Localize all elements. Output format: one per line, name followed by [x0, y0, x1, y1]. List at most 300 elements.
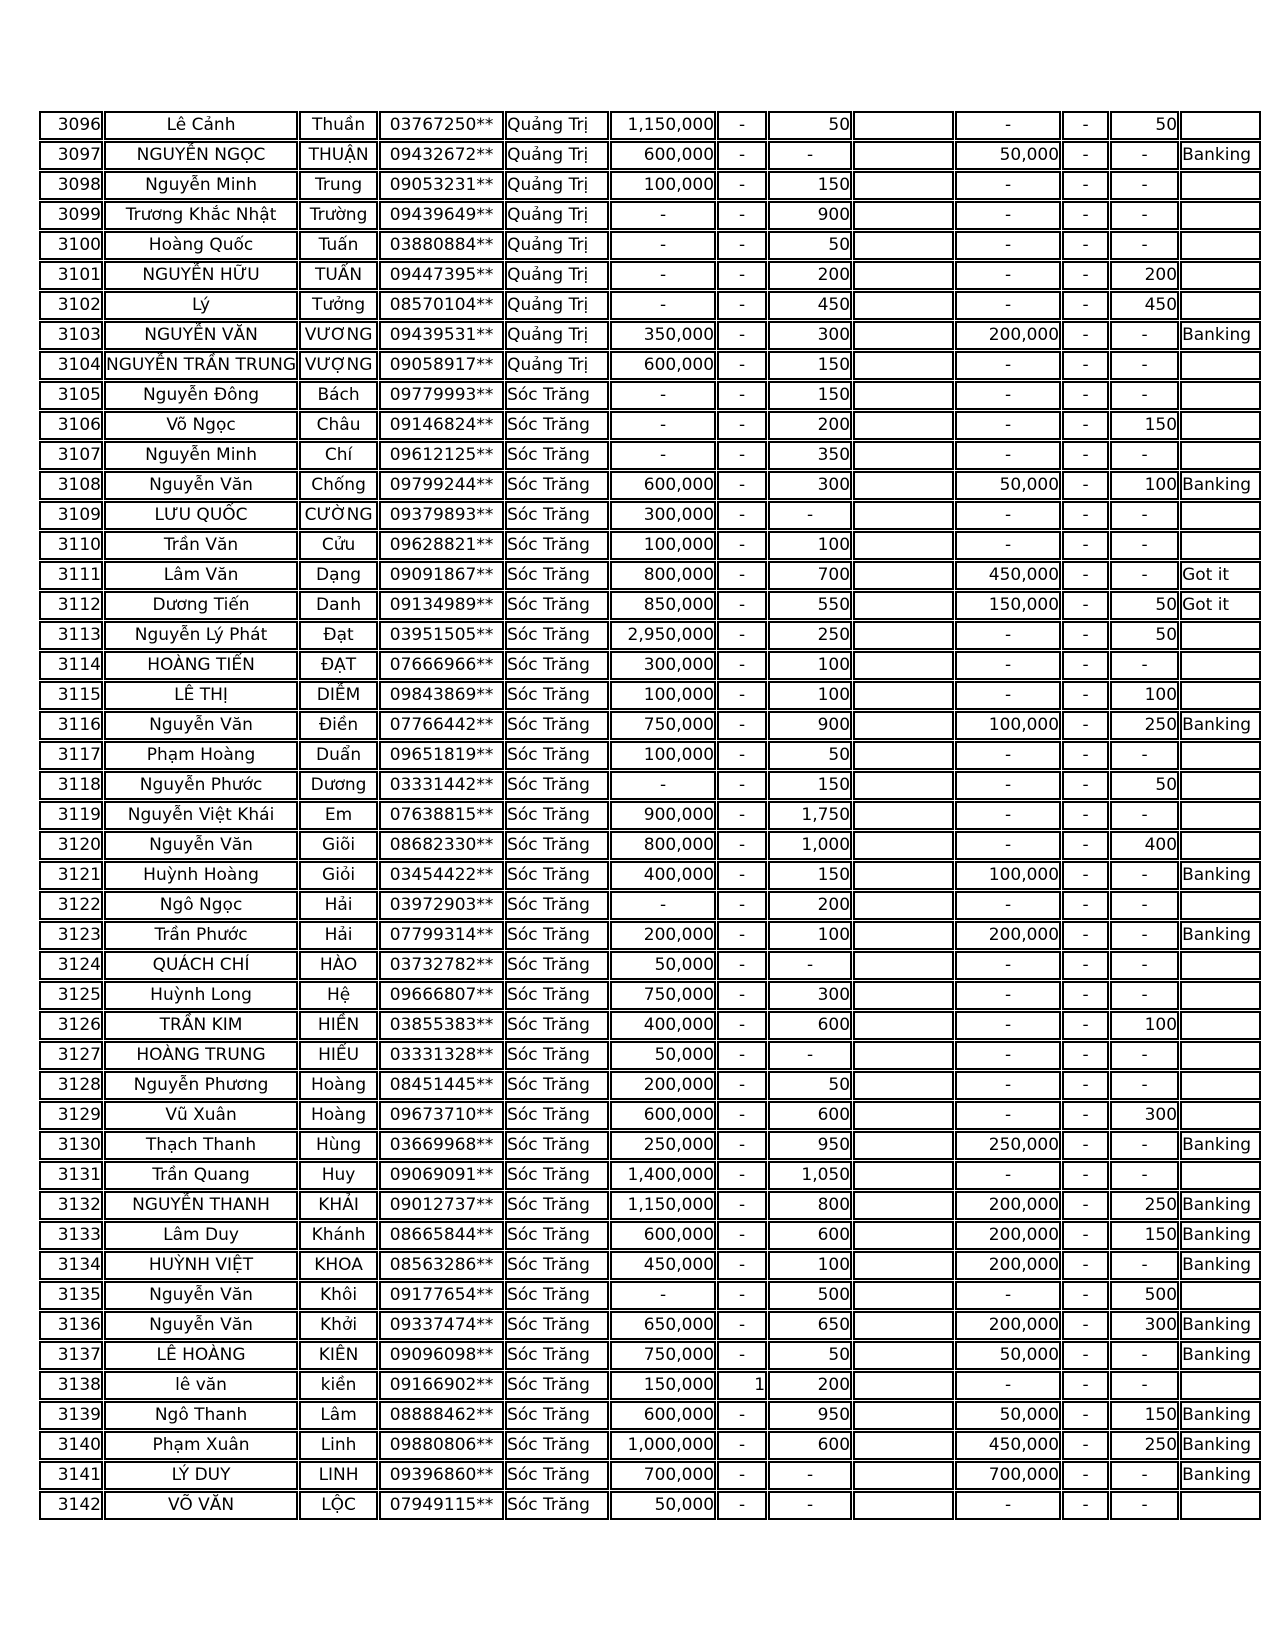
cell-first-name: Trung — [299, 171, 378, 200]
table-row — [39, 1431, 1261, 1460]
cell-amount-1: 600,000 — [610, 1101, 716, 1130]
cell-province: Sóc Trăng — [505, 441, 609, 470]
cell-status — [1180, 1161, 1261, 1190]
table-row — [39, 351, 1261, 380]
cell-last-name: Nguyễn Văn — [104, 471, 298, 500]
cell-qty-2: 150 — [1110, 411, 1179, 440]
cell-phone-masked: 03331328** — [379, 1041, 504, 1070]
table-row — [39, 711, 1261, 740]
cell-qty-1: 100 — [768, 921, 852, 950]
cell-province: Sóc Trăng — [505, 1101, 609, 1130]
cell-dash-1: - — [717, 921, 767, 950]
cell-phone-masked: 03669968** — [379, 1131, 504, 1160]
cell-qty-1: 550 — [768, 591, 852, 620]
cell-qty-2: - — [1110, 741, 1179, 770]
cell-province: Sóc Trăng — [505, 1251, 609, 1280]
cell-qty-2: 300 — [1110, 1101, 1179, 1130]
table-row — [39, 261, 1261, 290]
cell-qty-1: 1,000 — [768, 831, 852, 860]
cell-row-id: 3138 — [39, 1371, 103, 1400]
cell-qty-1: 200 — [768, 261, 852, 290]
cell-dash-2: - — [1062, 681, 1109, 710]
cell-qty-2: 100 — [1110, 681, 1179, 710]
cell-first-name: Hải — [299, 921, 378, 950]
cell-amount-1: 900,000 — [610, 801, 716, 830]
cell-last-name: Dương Tiến — [104, 591, 298, 620]
member-ledger-table — [38, 110, 1262, 1521]
cell-qty-1: 150 — [768, 351, 852, 380]
cell-first-name: VƯƠNG — [299, 321, 378, 350]
cell-phone-masked: 09843869** — [379, 681, 504, 710]
cell-amount-1: 600,000 — [610, 141, 716, 170]
cell-last-name: LƯU QUỐC — [104, 501, 298, 530]
table-row — [39, 171, 1261, 200]
cell-status — [1180, 831, 1261, 860]
cell-blank — [853, 561, 954, 590]
cell-status — [1180, 411, 1261, 440]
cell-phone-masked: 07766442** — [379, 711, 504, 740]
cell-amount-1: - — [610, 231, 716, 260]
cell-qty-2: - — [1110, 921, 1179, 950]
cell-qty-2: - — [1110, 1131, 1179, 1160]
cell-first-name: THUẬN — [299, 141, 378, 170]
cell-last-name: Nguyễn Văn — [104, 1311, 298, 1340]
cell-dash-1: - — [717, 291, 767, 320]
cell-blank — [853, 681, 954, 710]
cell-amount-1: 450,000 — [610, 1251, 716, 1280]
cell-province: Sóc Trăng — [505, 741, 609, 770]
cell-blank — [853, 771, 954, 800]
cell-first-name: Đạt — [299, 621, 378, 650]
cell-amount-2: 200,000 — [955, 921, 1061, 950]
cell-qty-2: - — [1110, 321, 1179, 350]
cell-status: Banking — [1180, 921, 1261, 950]
cell-qty-2: - — [1110, 201, 1179, 230]
cell-province: Sóc Trăng — [505, 1281, 609, 1310]
cell-amount-2: - — [955, 651, 1061, 680]
cell-amount-1: 100,000 — [610, 741, 716, 770]
cell-phone-masked: 09146824** — [379, 411, 504, 440]
cell-province: Sóc Trăng — [505, 1131, 609, 1160]
cell-row-id: 3136 — [39, 1311, 103, 1340]
cell-amount-1: - — [610, 441, 716, 470]
cell-dash-2: - — [1062, 1341, 1109, 1370]
cell-amount-2: - — [955, 741, 1061, 770]
cell-qty-1: 800 — [768, 1191, 852, 1220]
cell-dash-2: - — [1062, 261, 1109, 290]
cell-dash-2: - — [1062, 411, 1109, 440]
cell-qty-1: 100 — [768, 1251, 852, 1280]
cell-amount-2: 250,000 — [955, 1131, 1061, 1160]
table-row — [39, 231, 1261, 260]
cell-row-id: 3096 — [39, 111, 103, 140]
cell-qty-1: 900 — [768, 711, 852, 740]
cell-dash-2: - — [1062, 291, 1109, 320]
cell-last-name: HOÀNG TIẾN — [104, 651, 298, 680]
cell-qty-1: 50 — [768, 741, 852, 770]
cell-status: Banking — [1180, 861, 1261, 890]
cell-phone-masked: 09166902** — [379, 1371, 504, 1400]
cell-amount-2: - — [955, 351, 1061, 380]
cell-amount-2: - — [955, 1011, 1061, 1040]
cell-province: Sóc Trăng — [505, 471, 609, 500]
cell-phone-masked: 03767250** — [379, 111, 504, 140]
cell-amount-1: 700,000 — [610, 1461, 716, 1490]
cell-phone-masked: 09096098** — [379, 1341, 504, 1370]
cell-dash-2: - — [1062, 771, 1109, 800]
cell-amount-1: 750,000 — [610, 711, 716, 740]
cell-phone-masked: 08563286** — [379, 1251, 504, 1280]
cell-dash-2: - — [1062, 1431, 1109, 1460]
cell-phone-masked: 09069091** — [379, 1161, 504, 1190]
cell-status: Banking — [1180, 1191, 1261, 1220]
cell-qty-2: - — [1110, 1371, 1179, 1400]
cell-qty-2: - — [1110, 501, 1179, 530]
cell-status — [1180, 531, 1261, 560]
cell-last-name: Huỳnh Long — [104, 981, 298, 1010]
cell-amount-2: - — [955, 441, 1061, 470]
cell-status — [1180, 1011, 1261, 1040]
cell-dash-1: - — [717, 561, 767, 590]
cell-blank — [853, 1161, 954, 1190]
cell-row-id: 3134 — [39, 1251, 103, 1280]
cell-qty-2: - — [1110, 171, 1179, 200]
cell-last-name: Nguyễn Minh — [104, 441, 298, 470]
cell-dash-2: - — [1062, 1371, 1109, 1400]
cell-dash-1: - — [717, 141, 767, 170]
cell-province: Sóc Trăng — [505, 651, 609, 680]
cell-province: Sóc Trăng — [505, 951, 609, 980]
cell-blank — [853, 1401, 954, 1430]
cell-status — [1180, 1101, 1261, 1130]
cell-province: Sóc Trăng — [505, 1191, 609, 1220]
cell-amount-1: - — [610, 891, 716, 920]
cell-qty-1: 950 — [768, 1131, 852, 1160]
cell-qty-1: 1,750 — [768, 801, 852, 830]
cell-dash-1: - — [717, 411, 767, 440]
cell-blank — [853, 201, 954, 230]
cell-status — [1180, 891, 1261, 920]
cell-first-name: TUẤN — [299, 261, 378, 290]
cell-qty-1: 350 — [768, 441, 852, 470]
cell-last-name: Thạch Thanh — [104, 1131, 298, 1160]
cell-row-id: 3116 — [39, 711, 103, 740]
table-body — [39, 111, 1261, 1520]
cell-status: Banking — [1180, 1311, 1261, 1340]
cell-blank — [853, 1341, 954, 1370]
table-row — [39, 111, 1261, 140]
table-row — [39, 501, 1261, 530]
cell-qty-1: - — [768, 1041, 852, 1070]
cell-row-id: 3121 — [39, 861, 103, 890]
cell-dash-1: - — [717, 1041, 767, 1070]
cell-amount-2: - — [955, 1101, 1061, 1130]
cell-status — [1180, 1041, 1261, 1070]
cell-province: Sóc Trăng — [505, 561, 609, 590]
cell-dash-2: - — [1062, 621, 1109, 650]
cell-dash-2: - — [1062, 861, 1109, 890]
cell-amount-1: - — [610, 771, 716, 800]
table-row — [39, 561, 1261, 590]
cell-amount-2: - — [955, 381, 1061, 410]
table-row — [39, 921, 1261, 950]
table-row — [39, 141, 1261, 170]
table-row — [39, 1191, 1261, 1220]
cell-amount-2: 50,000 — [955, 141, 1061, 170]
cell-status — [1180, 291, 1261, 320]
table-row — [39, 1071, 1261, 1100]
cell-dash-2: - — [1062, 1191, 1109, 1220]
cell-dash-2: - — [1062, 1461, 1109, 1490]
cell-dash-2: - — [1062, 111, 1109, 140]
cell-dash-2: - — [1062, 1491, 1109, 1520]
cell-amount-2: - — [955, 801, 1061, 830]
cell-dash-1: - — [717, 1461, 767, 1490]
cell-first-name: LINH — [299, 1461, 378, 1490]
cell-dash-1: - — [717, 471, 767, 500]
table-row — [39, 771, 1261, 800]
cell-dash-2: - — [1062, 501, 1109, 530]
cell-blank — [853, 1311, 954, 1340]
cell-province: Sóc Trăng — [505, 411, 609, 440]
cell-status — [1180, 651, 1261, 680]
cell-last-name: Nguyễn Đông — [104, 381, 298, 410]
cell-dash-1: - — [717, 531, 767, 560]
cell-dash-2: - — [1062, 591, 1109, 620]
cell-last-name: Lâm Duy — [104, 1221, 298, 1250]
cell-qty-1: 50 — [768, 111, 852, 140]
cell-dash-1: - — [717, 1071, 767, 1100]
cell-status: Banking — [1180, 1341, 1261, 1370]
cell-dash-2: - — [1062, 171, 1109, 200]
cell-row-id: 3115 — [39, 681, 103, 710]
cell-amount-2: - — [955, 1041, 1061, 1070]
table-row — [39, 621, 1261, 650]
cell-qty-2: - — [1110, 531, 1179, 560]
cell-qty-1: - — [768, 141, 852, 170]
cell-qty-2: - — [1110, 1341, 1179, 1370]
cell-province: Sóc Trăng — [505, 1461, 609, 1490]
cell-amount-2: 200,000 — [955, 1311, 1061, 1340]
cell-province: Quảng Trị — [505, 171, 609, 200]
cell-last-name: QUÁCH CHÍ — [104, 951, 298, 980]
cell-amount-1: 2,950,000 — [610, 621, 716, 650]
cell-status: Got it — [1180, 561, 1261, 590]
cell-status — [1180, 231, 1261, 260]
cell-dash-2: - — [1062, 651, 1109, 680]
cell-amount-1: 400,000 — [610, 1011, 716, 1040]
cell-status — [1180, 111, 1261, 140]
cell-dash-2: - — [1062, 801, 1109, 830]
cell-qty-1: - — [768, 1461, 852, 1490]
cell-first-name: Tưởng — [299, 291, 378, 320]
cell-dash-1: - — [717, 201, 767, 230]
cell-dash-1: - — [717, 651, 767, 680]
cell-qty-2: - — [1110, 951, 1179, 980]
cell-amount-2: 700,000 — [955, 1461, 1061, 1490]
cell-phone-masked: 07638815** — [379, 801, 504, 830]
cell-first-name: Linh — [299, 1431, 378, 1460]
cell-last-name: Nguyễn Minh — [104, 171, 298, 200]
cell-amount-1: 600,000 — [610, 1221, 716, 1250]
cell-first-name: DIỄM — [299, 681, 378, 710]
cell-phone-masked: 09379893** — [379, 501, 504, 530]
cell-dash-1: - — [717, 591, 767, 620]
cell-phone-masked: 09628821** — [379, 531, 504, 560]
cell-qty-1: - — [768, 501, 852, 530]
cell-qty-1: - — [768, 1491, 852, 1520]
cell-qty-2: 300 — [1110, 1311, 1179, 1340]
cell-last-name: Nguyễn Lý Phát — [104, 621, 298, 650]
cell-blank — [853, 891, 954, 920]
cell-last-name: Nguyễn Văn — [104, 711, 298, 740]
cell-amount-1: 300,000 — [610, 501, 716, 530]
cell-amount-2: - — [955, 981, 1061, 1010]
cell-qty-1: 150 — [768, 381, 852, 410]
cell-province: Sóc Trăng — [505, 921, 609, 950]
cell-last-name: Nguyễn Việt Khái — [104, 801, 298, 830]
cell-province: Sóc Trăng — [505, 1311, 609, 1340]
cell-dash-1: - — [717, 831, 767, 860]
cell-phone-masked: 09651819** — [379, 741, 504, 770]
cell-dash-1: - — [717, 1281, 767, 1310]
table-row — [39, 1281, 1261, 1310]
cell-status — [1180, 621, 1261, 650]
cell-qty-1: 900 — [768, 201, 852, 230]
cell-province: Sóc Trăng — [505, 1041, 609, 1070]
cell-qty-2: - — [1110, 351, 1179, 380]
cell-qty-2: - — [1110, 561, 1179, 590]
cell-phone-masked: 07799314** — [379, 921, 504, 950]
cell-first-name: Hoàng — [299, 1071, 378, 1100]
cell-province: Sóc Trăng — [505, 1071, 609, 1100]
cell-province: Quảng Trị — [505, 231, 609, 260]
cell-qty-2: 50 — [1110, 111, 1179, 140]
cell-first-name: Khôi — [299, 1281, 378, 1310]
cell-status — [1180, 771, 1261, 800]
cell-dash-1: - — [717, 1311, 767, 1340]
cell-status: Banking — [1180, 1401, 1261, 1430]
cell-dash-1: - — [717, 1491, 767, 1520]
cell-qty-2: - — [1110, 1251, 1179, 1280]
table-row — [39, 1401, 1261, 1430]
cell-blank — [853, 351, 954, 380]
cell-qty-1: 100 — [768, 651, 852, 680]
cell-province: Sóc Trăng — [505, 591, 609, 620]
cell-amount-1: - — [610, 261, 716, 290]
cell-row-id: 3132 — [39, 1191, 103, 1220]
cell-blank — [853, 1101, 954, 1130]
cell-last-name: Hoàng Quốc — [104, 231, 298, 260]
cell-amount-2: - — [955, 1281, 1061, 1310]
cell-dash-2: - — [1062, 921, 1109, 950]
cell-dash-1: - — [717, 981, 767, 1010]
cell-blank — [853, 591, 954, 620]
table-row — [39, 1041, 1261, 1070]
cell-qty-1: 500 — [768, 1281, 852, 1310]
cell-dash-2: - — [1062, 741, 1109, 770]
table-row — [39, 681, 1261, 710]
cell-phone-masked: 09053231** — [379, 171, 504, 200]
cell-phone-masked: 09432672** — [379, 141, 504, 170]
cell-blank — [853, 141, 954, 170]
cell-amount-1: 50,000 — [610, 951, 716, 980]
cell-amount-2: 200,000 — [955, 321, 1061, 350]
cell-blank — [853, 171, 954, 200]
cell-dash-1: - — [717, 1161, 767, 1190]
cell-row-id: 3139 — [39, 1401, 103, 1430]
cell-row-id: 3133 — [39, 1221, 103, 1250]
table-row — [39, 591, 1261, 620]
cell-dash-2: - — [1062, 561, 1109, 590]
cell-amount-2: - — [955, 1371, 1061, 1400]
cell-dash-2: - — [1062, 831, 1109, 860]
cell-blank — [853, 111, 954, 140]
cell-last-name: Lâm Văn — [104, 561, 298, 590]
cell-last-name: lê văn — [104, 1371, 298, 1400]
cell-dash-2: - — [1062, 1251, 1109, 1280]
cell-amount-1: 600,000 — [610, 1401, 716, 1430]
cell-row-id: 3099 — [39, 201, 103, 230]
cell-phone-masked: 03880884** — [379, 231, 504, 260]
table-row — [39, 1101, 1261, 1130]
cell-qty-2: - — [1110, 141, 1179, 170]
cell-amount-2: - — [955, 531, 1061, 560]
cell-status — [1180, 1491, 1261, 1520]
table-row — [39, 831, 1261, 860]
cell-status: Banking — [1180, 321, 1261, 350]
cell-blank — [853, 441, 954, 470]
cell-row-id: 3102 — [39, 291, 103, 320]
table-row — [39, 321, 1261, 350]
cell-phone-masked: 09134989** — [379, 591, 504, 620]
cell-dash-2: - — [1062, 201, 1109, 230]
cell-first-name: HIẾU — [299, 1041, 378, 1070]
cell-province: Sóc Trăng — [505, 1371, 609, 1400]
cell-first-name: Khởi — [299, 1311, 378, 1340]
cell-phone-masked: 09666807** — [379, 981, 504, 1010]
cell-amount-1: 50,000 — [610, 1491, 716, 1520]
cell-amount-1: 1,150,000 — [610, 1191, 716, 1220]
cell-dash-1: - — [717, 741, 767, 770]
cell-phone-masked: 08888462** — [379, 1401, 504, 1430]
table-row — [39, 201, 1261, 230]
table-row — [39, 1371, 1261, 1400]
cell-status: Banking — [1180, 1131, 1261, 1160]
cell-province: Quảng Trị — [505, 321, 609, 350]
cell-blank — [853, 1041, 954, 1070]
cell-row-id: 3104 — [39, 351, 103, 380]
cell-last-name: Trần Phước — [104, 921, 298, 950]
table-row — [39, 1251, 1261, 1280]
cell-row-id: 3118 — [39, 771, 103, 800]
cell-amount-2: - — [955, 1491, 1061, 1520]
cell-status: Got it — [1180, 591, 1261, 620]
cell-dash-1: - — [717, 381, 767, 410]
cell-qty-2: - — [1110, 861, 1179, 890]
cell-qty-1: 300 — [768, 321, 852, 350]
cell-dash-1: - — [717, 801, 767, 830]
cell-amount-1: 50,000 — [610, 1041, 716, 1070]
cell-first-name: Trường — [299, 201, 378, 230]
cell-last-name: Nguyễn Phương — [104, 1071, 298, 1100]
cell-amount-2: - — [955, 111, 1061, 140]
cell-dash-2: - — [1062, 441, 1109, 470]
cell-row-id: 3111 — [39, 561, 103, 590]
cell-province: Sóc Trăng — [505, 501, 609, 530]
cell-phone-masked: 08665844** — [379, 1221, 504, 1250]
cell-qty-1: 50 — [768, 1341, 852, 1370]
